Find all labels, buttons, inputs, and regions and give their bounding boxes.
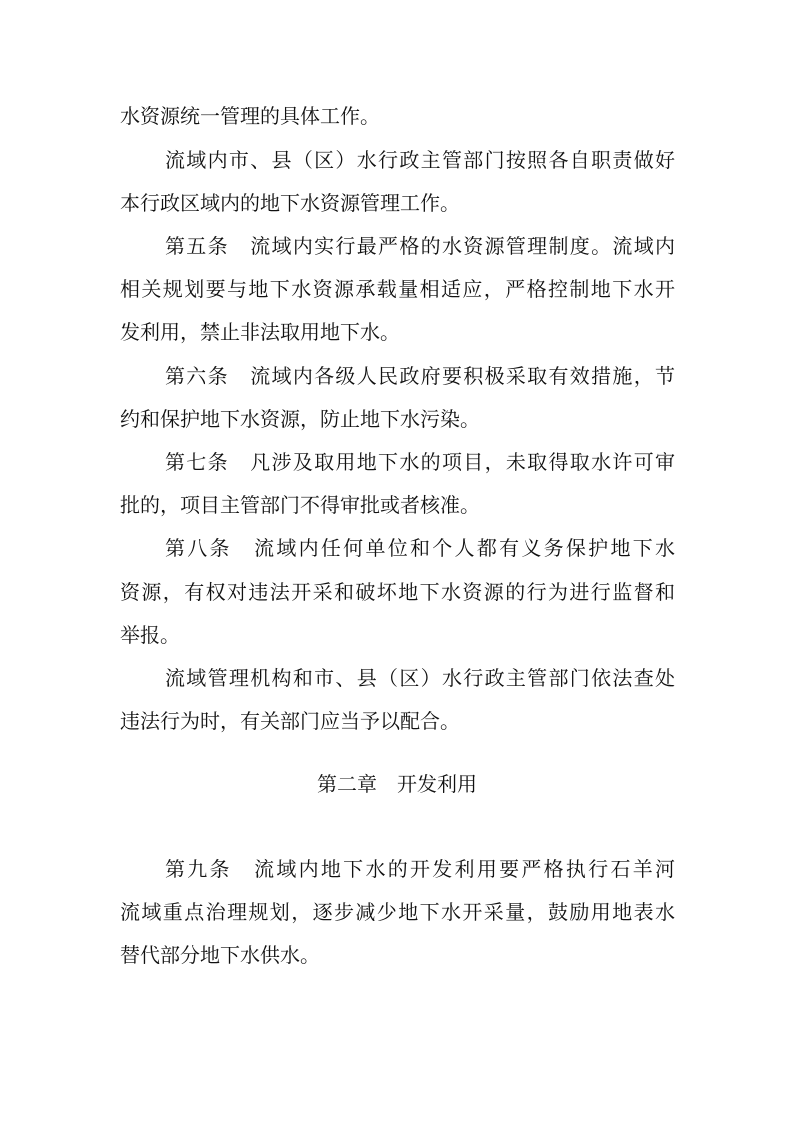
article-5-line-2: 相关规划要与地下水资源承载量相适应，严格控制地下水开: [120, 277, 675, 301]
text-line-1: 水资源统一管理的具体工作。: [120, 104, 380, 128]
article-6-line-2: 约和保护地下水资源，防止地下水污染。: [120, 407, 480, 431]
article-8-para-2-line-2: 违法行为时，有关部门应当予以配合。: [120, 709, 460, 733]
text-line-3: 本行政区域内的地下水资源管理工作。: [120, 191, 460, 215]
article-7-line-2: 批的，项目主管部门不得审批或者核准。: [120, 493, 480, 517]
text-line-2: 流域内市、县（区）水行政主管部门按照各自职责做好: [165, 148, 675, 172]
article-8-para-2-line-1: 流域管理机构和市、县（区）水行政主管部门依法查处: [165, 666, 675, 690]
article-8-line-1: 第八条 流域内任何单位和个人都有义务保护地下水: [165, 536, 675, 560]
article-6-line-1: 第六条 流域内各级人民政府要积极采取有效措施，节: [165, 364, 675, 388]
article-5-line-3: 发利用，禁止非法取用地下水。: [120, 320, 400, 344]
chapter-heading: 第二章 开发利用: [317, 772, 477, 796]
article-9-line-3: 替代部分地下水供水。: [120, 943, 320, 967]
article-8-line-3: 举报。: [120, 623, 180, 647]
article-5-line-1: 第五条 流域内实行最严格的水资源管理制度。流域内: [165, 234, 675, 258]
article-7-line-1: 第七条 凡涉及取用地下水的项目，未取得取水许可审: [165, 450, 675, 474]
article-9-line-1: 第九条 流域内地下水的开发利用要严格执行石羊河: [165, 857, 675, 881]
article-9-line-2: 流域重点治理规划，逐步减少地下水开采量，鼓励用地表水: [120, 900, 675, 924]
article-8-line-2: 资源，有权对违法开采和破坏地下水资源的行为进行监督和: [120, 580, 675, 604]
